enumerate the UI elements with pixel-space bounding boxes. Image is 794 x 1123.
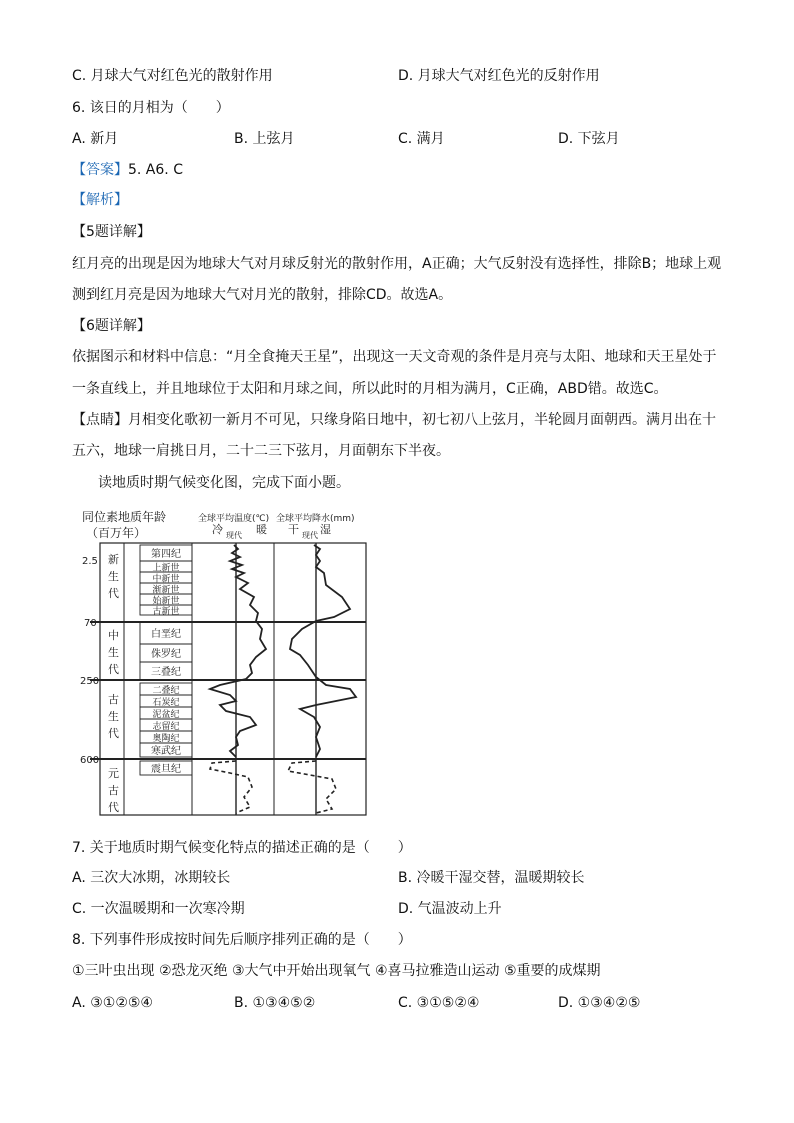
q5-option-d: D. 月球大气对红色光的反射作用 — [398, 68, 600, 84]
q8-stem: 8. 下列事件形成按时间先后顺序排列正确的是（ ） — [72, 932, 412, 948]
era-label-char: 代 — [108, 663, 119, 676]
precipitation-curve — [290, 545, 356, 757]
period-label: 石炭纪 — [152, 698, 180, 708]
era-label-char: 代 — [108, 587, 119, 600]
age-label-70: 70 — [84, 618, 97, 629]
warm-label: 暖 — [256, 523, 267, 536]
q7-option-c: C. 一次温暖期和一次寒冷期 — [72, 901, 245, 917]
temp-header: 全球平均温度(℃) — [198, 514, 270, 524]
modern-label-precip: 现代 — [302, 531, 318, 540]
age-label-2-5: 2.5 — [82, 556, 98, 567]
q8-option-a: A. ③①②⑤④ — [72, 995, 153, 1011]
era-label-char: 古 — [108, 693, 119, 706]
age-header: 同位素地质年龄 — [82, 510, 167, 524]
period-label: 始新世 — [152, 596, 180, 607]
era-label-char: 生 — [108, 710, 119, 723]
dry-label: 干 — [288, 523, 299, 536]
climate-chart — [80, 505, 380, 823]
analysis-tag: 【解析】 — [72, 192, 128, 208]
period-label: 白垩纪 — [151, 629, 181, 640]
tip-text1: 月相变化歌初一新月不可见，只缘身陷日地中，初七初八上弦月，半轮圆月面朝西。满月出在十 — [128, 412, 716, 428]
age-unit: （百万年） — [86, 526, 147, 540]
q8-option-c: C. ③①⑤②④ — [398, 995, 480, 1011]
tip-tag: 【点睛】 — [72, 412, 128, 428]
q6-option-a: A. 新月 — [72, 131, 119, 147]
temperature-curve — [210, 545, 266, 757]
period-label: 二叠纪 — [152, 686, 180, 696]
q8-option-d: D. ①③④②⑤ — [558, 995, 641, 1011]
age-label-600: 600 — [80, 755, 100, 766]
chart-intro: 读地质时期气候变化图，完成下面小题。 — [98, 475, 350, 491]
period-label: 上新世 — [152, 563, 180, 574]
period-label: 志留纪 — [152, 722, 180, 732]
era-label-char: 生 — [108, 646, 119, 659]
q5-option-c: C. 月球大气对红色光的散射作用 — [72, 68, 273, 84]
era-label-char: 代 — [108, 801, 119, 814]
q7-stem: 7. 关于地质时期气候变化特点的描述正确的是（ ） — [72, 840, 412, 856]
era-labels — [108, 553, 119, 814]
period-rows — [140, 545, 192, 775]
era-label-char: 代 — [108, 727, 119, 740]
q5-detail-line1: 红月亮的出现是因为地球大气对月球反射光的散射作用，A正确；大气反射没有选择性，排除B；地球上观 — [72, 256, 722, 272]
climate-chart-svg — [80, 505, 380, 823]
tip-line2: 五六，地球一肩挑日月，二十二三下弦月，月面朝东下半夜。 — [72, 443, 450, 459]
temperature-curve-ancient — [210, 761, 252, 813]
answer-tag: 【答案】 — [72, 162, 128, 178]
era-label-char: 元 — [108, 767, 119, 780]
period-label: 古新世 — [152, 607, 180, 617]
period-label: 渐新世 — [152, 585, 180, 596]
q8-option-b: B. ①③④⑤② — [234, 995, 316, 1011]
q7-option-a: A. 三次大冰期，冰期较长 — [72, 870, 231, 886]
q6-option-d: D. 下弦月 — [558, 131, 620, 147]
age-label-250: 250 — [80, 676, 100, 687]
modern-label-temp: 现代 — [226, 531, 242, 540]
period-label: 侏罗纪 — [151, 649, 181, 660]
q6-option-c: C. 满月 — [398, 131, 445, 147]
q7-option-b: B. 冷暖干湿交替，温暖期较长 — [398, 870, 585, 886]
q6-stem: 6. 该日的月相为（ ） — [72, 100, 230, 116]
q6-detail-line2: 一条直线上，并且地球位于太阳和月球之间，所以此时的月相为满月，C正确，ABD错。故选C。 — [72, 381, 668, 397]
period-label: 震旦纪 — [151, 764, 181, 775]
wet-label: 湿 — [320, 523, 331, 536]
period-label: 奥陶纪 — [152, 734, 180, 744]
answer-line — [72, 160, 183, 180]
q6-detail-line1: 依据图示和材料中信息：“月全食掩天王星”，出现这一天文奇观的条件是月亮与太阳、地球和天王星处于 — [72, 349, 717, 365]
period-label: 寒武纪 — [151, 746, 181, 757]
period-label: 三叠纪 — [151, 667, 181, 678]
era-label-char: 古 — [108, 784, 119, 797]
era-label-char: 中 — [108, 629, 119, 642]
q5-detail-title: 【5题详解】 — [72, 224, 151, 240]
q5-detail-line2: 测到红月亮是因为地球大气对月光的散射，排除CD。故选A。 — [72, 287, 453, 303]
tip-line1 — [72, 410, 716, 430]
cold-label: 冷 — [212, 523, 223, 536]
precipitation-curve-ancient — [288, 761, 336, 813]
q7-option-d: D. 气温波动上升 — [398, 901, 502, 917]
q6-option-b: B. 上弦月 — [234, 131, 295, 147]
precip-header: 全球平均降水(mm) — [276, 514, 355, 524]
era-label-char: 生 — [108, 570, 119, 583]
period-label: 第四纪 — [151, 549, 181, 560]
period-label: 泥盆纪 — [152, 710, 180, 720]
period-label: 中新世 — [152, 574, 180, 585]
answer-text: 5. A6. C — [128, 162, 183, 178]
q8-items: ①三叶虫出现 ②恐龙灭绝 ③大气中开始出现氧气 ④喜马拉雅造山运动 ⑤重要的成煤期 — [72, 963, 601, 979]
q6-detail-title: 【6题详解】 — [72, 318, 151, 334]
era-label-char: 新 — [108, 553, 119, 566]
